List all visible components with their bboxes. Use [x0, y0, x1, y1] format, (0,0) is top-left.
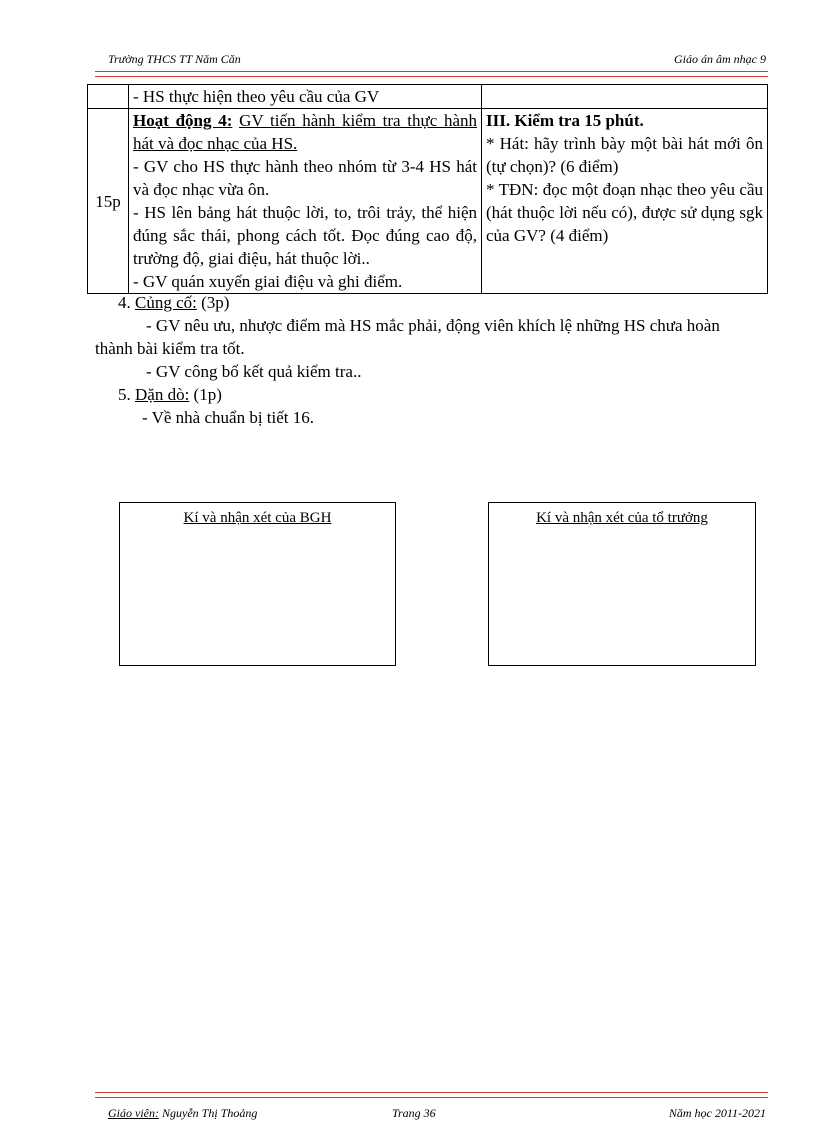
- signature-box-bgh: [119, 502, 396, 666]
- activity-cell: [129, 109, 482, 294]
- time-cell: 15p: [88, 109, 129, 294]
- time-cell: [88, 85, 129, 109]
- table-row: [88, 85, 768, 109]
- lesson-body: [95, 291, 778, 429]
- content-title: III. Kiểm tra 15 phút.: [486, 111, 644, 130]
- content-line: * Hát: hãy trình bày một bài hát mới ôn (tự chọn)? (6 điểm): [486, 134, 763, 176]
- signature-label: Kí và nhận xét của BGH: [183, 510, 332, 526]
- activity-cell: - HS thực hiện theo yêu cầu của GV: [129, 85, 482, 109]
- signature-box-to-truong: [488, 502, 756, 666]
- content-line: * TĐN: đọc một đoạn nhạc theo yêu cầu (hát thuộc lời nếu có), được sử dụng sgk của GV? (4 điểm): [486, 180, 763, 245]
- activity-title: GV tiến hành kiểm tra thực hành hát và đọc nhạc của HS.: [133, 111, 477, 153]
- signature-label: Kí và nhận xét của tổ trưởng: [536, 510, 708, 526]
- content-cell: [482, 85, 768, 109]
- body-line: - GV công bố kết quả kiểm tra..: [146, 362, 362, 381]
- section-heading: [118, 383, 778, 406]
- table-row: [88, 109, 768, 294]
- body-line: thành bài kiểm tra tốt.: [95, 339, 245, 358]
- header-school: Trường THCS TT Năm Căn: [108, 52, 241, 66]
- section-title: Củng cố:: [135, 293, 197, 312]
- body-line: - Về nhà chuẩn bị tiết 16.: [142, 408, 315, 427]
- footer-page: Trang 36: [392, 1106, 436, 1120]
- footer-year: Năm học 2011-2021: [668, 1106, 766, 1120]
- activity-label: Hoạt động 4:: [133, 111, 233, 130]
- footer-teacher-label: Giáo viên:: [108, 1106, 159, 1120]
- body-line: - GV nêu ưu, nhược điểm mà HS mắc phải, động viên khích lệ những HS chưa hoàn: [146, 316, 720, 335]
- section-number: 4.: [118, 293, 131, 312]
- footer-teacher: [108, 1106, 257, 1121]
- section-time: (3p): [201, 293, 230, 312]
- footer-rule: [95, 1092, 768, 1098]
- header-subject: Giáo án âm nhạc 9: [674, 52, 766, 66]
- content-cell: [482, 109, 768, 294]
- footer-teacher-name: Nguyễn Thị Thoảng: [161, 1106, 258, 1120]
- section-time: (1p): [193, 385, 222, 404]
- activity-line: - HS lên bảng hát thuộc lời, to, trôi trảy, thể hiện đúng sắc thái, phong cách tốt. Đọc đúng cao độ, trường độ, giai điệu, hát thuộc lời..: [133, 203, 477, 268]
- section-number: 5.: [118, 385, 131, 404]
- lesson-table: [87, 84, 768, 294]
- header-rule: [95, 71, 768, 77]
- activity-line: - GV quán xuyến giai điệu và ghi điểm.: [133, 272, 403, 291]
- section-heading: [118, 291, 778, 314]
- activity-line: - GV cho HS thực hành theo nhóm từ 3-4 HS hát và đọc nhạc vừa ôn.: [133, 157, 477, 199]
- section-title: Dặn dò:: [135, 385, 190, 404]
